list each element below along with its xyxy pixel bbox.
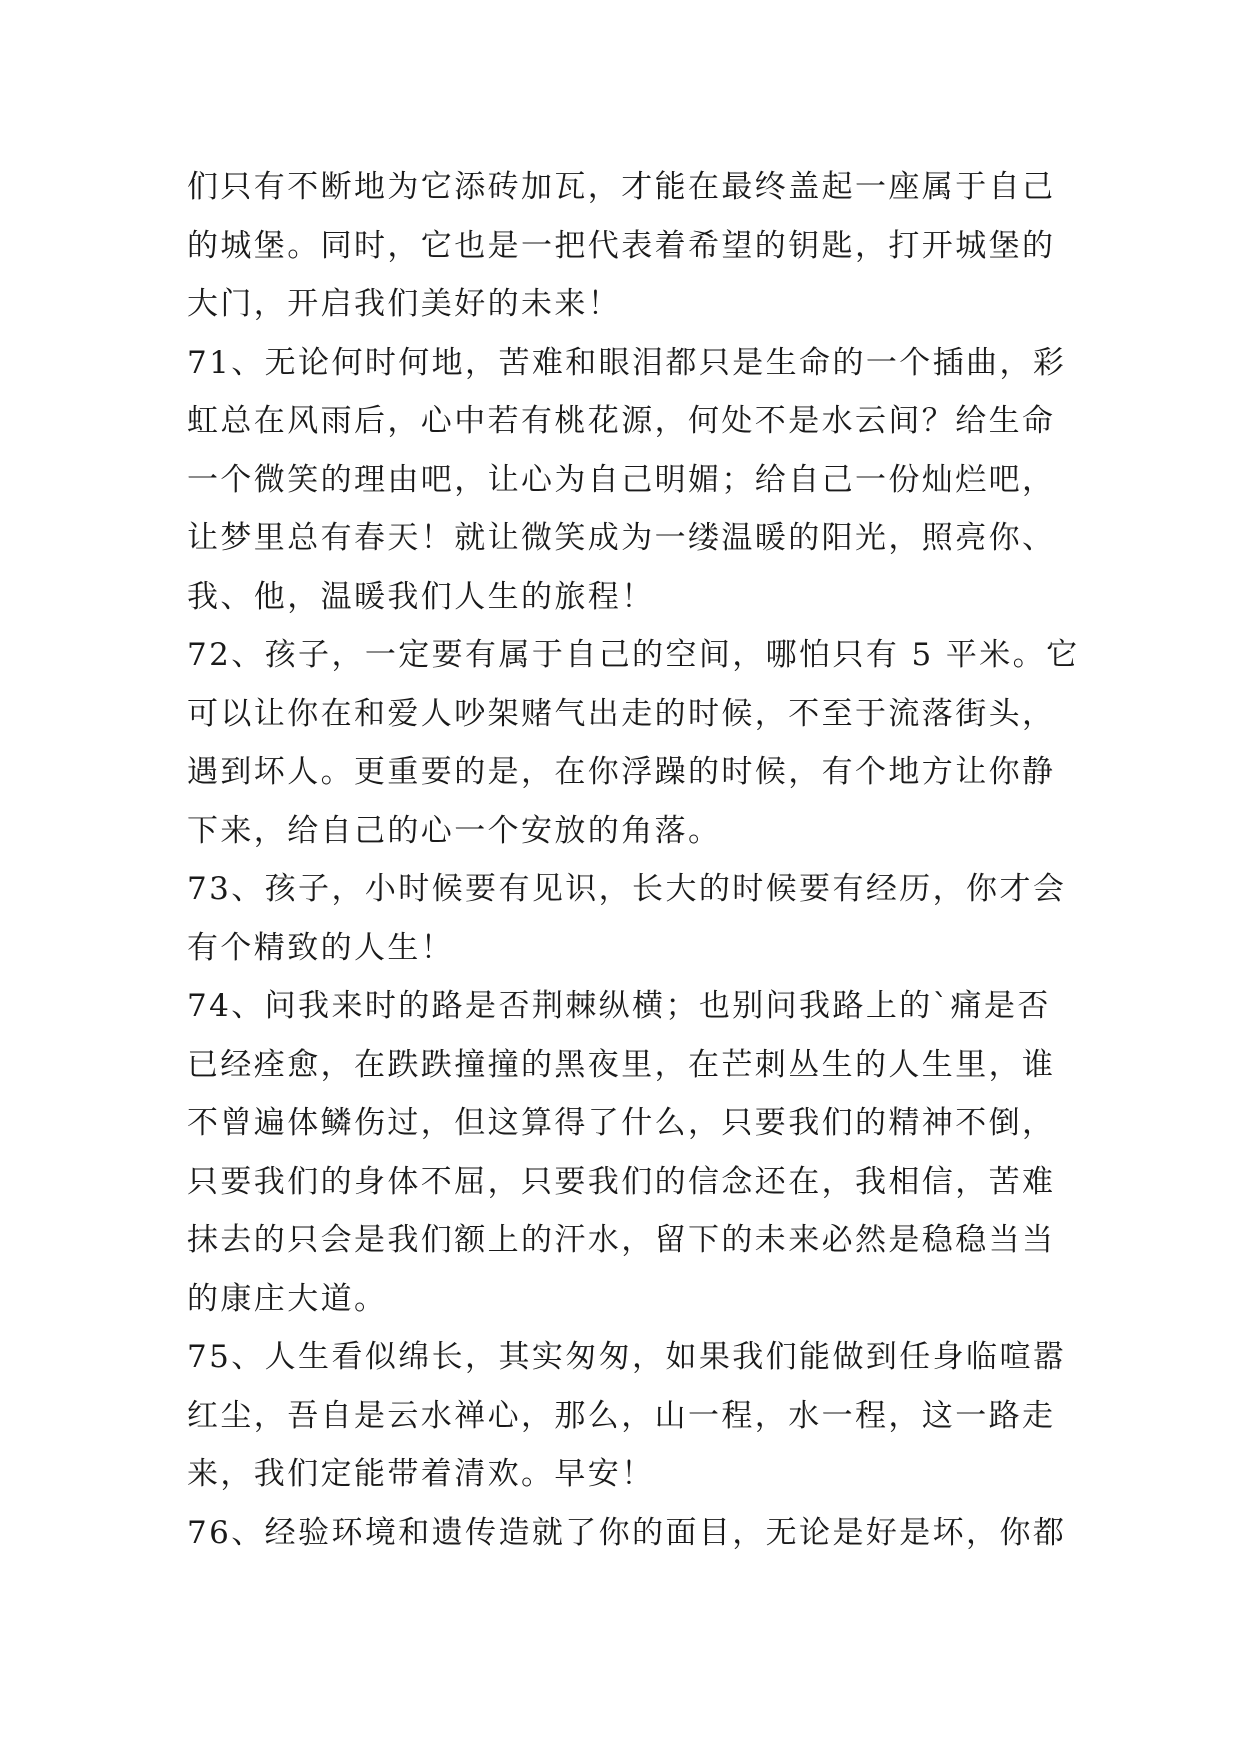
text-line: 遇到坏人。更重要的是，在你浮躁的时候，有个地方让你静 — [187, 754, 1056, 790]
text-line: 的城堡。同时，它也是一把代表着希望的钥匙，打开城堡的 — [187, 227, 1056, 264]
text-line: 只要我们的身体不屈，只要我们的信念还在，我相信，苦难 — [187, 1163, 1056, 1200]
text-line: 们只有不断地为它添砖加瓦，才能在最终盖起一座属于自己 — [187, 169, 1056, 205]
text-line: 红尘，吾自是云水禅心，那么，山一程，水一程，这一路走 — [187, 1397, 1056, 1434]
text-line: 71、无论何时何地，苦难和眼泪都只是生命的一个插曲，彩 — [187, 344, 1067, 381]
text-line: 已经痊愈，在跌跌撞撞的黑夜里，在芒刺丛生的人生里，谁 — [187, 1046, 1056, 1083]
text-line: 一个微笑的理由吧，让心为自己明媚；给自己一份灿烂吧， — [187, 461, 1056, 498]
text-line: 76、经验环境和遗传造就了你的面目，无论是好是坏，你都 — [187, 1514, 1067, 1551]
text-line: 有个精致的人生！ — [187, 929, 455, 966]
text-line: 大门，开启我们美好的未来！ — [187, 286, 622, 322]
text-line: 不曾遍体鳞伤过，但这算得了什么，只要我们的精神不倒， — [187, 1105, 1056, 1141]
text-line: 让梦里总有春天！就让微笑成为一缕温暖的阳光，照亮你、 — [187, 520, 1056, 556]
text-line: 74、问我来时的路是否荆棘纵横；也别问我路上的`痛是否 — [187, 988, 1051, 1024]
text-line: 抹去的只会是我们额上的汗水，留下的未来必然是稳稳当当 — [187, 1222, 1056, 1258]
text-line: 来，我们定能带着清欢。早安！ — [187, 1456, 655, 1492]
text-line: 可以让你在和爱人吵架赌气出走的时候，不至于流落街头， — [187, 695, 1056, 732]
text-line: 虹总在风雨后，心中若有桃花源，何处不是水云间？给生命 — [187, 403, 1056, 439]
document-body — [187, 158, 1080, 1562]
text-line: 下来，给自己的心一个安放的角落。 — [187, 812, 722, 849]
text-line: 73、孩子，小时候要有见识，长大的时候要有经历，你才会 — [187, 871, 1067, 907]
text-line: 我、他，温暖我们人生的旅程！ — [187, 578, 655, 615]
text-line: 的康庄大道。 — [187, 1280, 388, 1317]
text-line: 72、孩子，一定要有属于自己的空间，哪怕只有 5 平米。它 — [187, 637, 1080, 673]
text-line: 75、人生看似绵长，其实匆匆，如果我们能做到任身临喧嚣 — [187, 1339, 1067, 1375]
